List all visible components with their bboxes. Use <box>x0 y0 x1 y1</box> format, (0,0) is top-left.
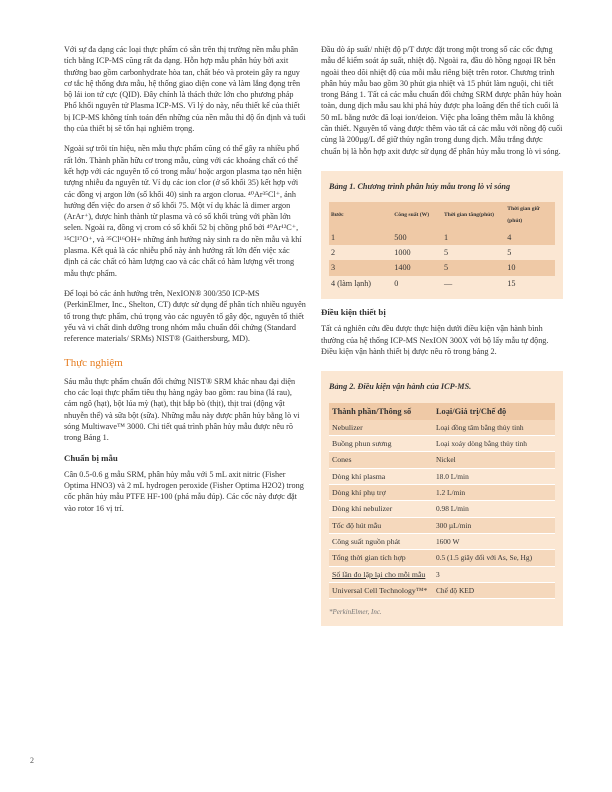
table2-cell: 3 <box>433 566 555 582</box>
table2-cell: Tổng thời gian tích hợp <box>329 550 433 566</box>
table2-label: Bảng 2. <box>329 382 356 392</box>
intro-paragraph-2: Ngoài sự trôi tín hiệu, nền mẫu thực phẩm cũng có thể gây ra nhiều phổ rất lớn. Thành phần hữu cơ trong mẫu, cùng với các khoáng chất có thể kết hợp với các nguyên tố có trong mẫu/ hoặc argon plasma tạo nên hiện tượng nhiễu đa nguyên tử. Ví dụ các ion clor (ở số khối 35) kết hợp với các đồng vị argon lớn (số khối 40) sinh ra argon clorua. ⁴⁰Ar³⁵Cl⁺, ảnh hưởng đến việc đo arsen ở số khối 75. Một ví dụ khác là dimer argon (ArAr⁺), được hình thành từ plasma và có số khối trùng với phần lớn selen. Ngoài ra, đồng vị crom có số khối 52 bị chồng phổ bởi ⁴⁰Ar¹²C⁺, ³⁵Cl¹⁷O⁺, và ³⁵Cl¹⁶OH+ những ảnh hưởng này sinh ra do nền mẫu và khí plasma. Kết quả là các nhiễu phổ này ảnh hưởng rất lớn đến việc xác định cả các chất có hàm lượng cao và các chất có hàm lượng vết trong mẫu thực phẩm. <box>64 144 302 278</box>
table2-caption <box>329 381 555 392</box>
table2-title: Điều kiện vận hành của ICP-MS. <box>357 382 472 392</box>
table2-header-cell: Thành phần/Thông số <box>329 403 433 420</box>
experiment-heading: Thực nghiệm <box>64 357 123 370</box>
digestion-paragraph: Đầu dò áp suất/ nhiệt độ p/T được đặt trong một trong số các cốc đựng mẫu để kiểm soát áp suất, nhiệt độ. Ngoài ra, đầu dò hồng ngoại IR bên ngoài theo dõi nhiệt độ của mỗi mẫu riêng biệt trên rotor. Chương trình phân hủy mẫu bao gồm 30 phút gia nhiệt và 15 phút làm nguội, chi tiết trong Bảng 1. Tất cả các mẫu chuẩn đối chứng SRM được phân hủy hoàn toàn, dung dịch mẫu sau khi phá hủy được pha loãng đến thể tích cuối là 50 mL bằng nước đã loại ion/deion. Việc pha loãng thêm mẫu là không cần thiết. Nguyên tố vàng được thêm vào tất cả các mẫu với nồng độ cuối cùng là 200µg/L để giữ thủy ngân trong dung dịch. Mẫu trắng được chuẩn bị là hỗn hợp axit được sử dụng để phân hủy mẫu trong lò vi sóng. <box>321 45 563 156</box>
table2-row <box>329 501 555 517</box>
table2-header-row <box>329 403 555 420</box>
experiment-paragraph: Sáu mẫu thực phẩm chuẩn đối chứng NIST® SRM khác nhau đại diện cho các loại thực phẩm tiêu thụ hàng ngày bao gồm: rau bina (lá rau), cám ngô (hạt), bột lúa mỳ (hạt), thịt bắp bò (thịt), thịt trai (động vật nhuyễn thể) và sữa bột (sữa). Những mẫu này được phân hủy bằng lò vi sóng Multiwave™ 3000. Chi tiết quá trình phân hủy mẫu được nêu rõ trong Bảng 1. <box>64 376 300 443</box>
table1-cell: 5 <box>507 248 512 258</box>
table2-cell: 18.0 L/min <box>433 468 555 484</box>
table1-row <box>329 276 555 291</box>
table2-cell: Chế độ KED <box>433 582 555 598</box>
left-column <box>64 44 306 523</box>
table1-cell: 4 (làm lạnh) <box>331 278 372 288</box>
table1-cell: 10 <box>505 260 555 275</box>
table2-row <box>329 533 555 549</box>
table2-cell: Loại đồng tâm bằng thủy tinh <box>433 420 555 436</box>
page-number: 2 <box>30 756 34 765</box>
instrument-heading: Điều kiện thiết bị <box>321 307 386 318</box>
intro-paragraph-1: Với sự đa dạng các loại thực phẩm có sẵn trên thị trường nền mẫu phân tích bằng ICP-MS cũng rất đa dạng. Hỗn hợp mẫu phân hủy bởi axit thường bao gồm carbonhydrate hòa tan, chất béo và protein gây ra nguy cơ tắc hệ thống đưa mẫu, hệ thống giao diện cone và làm lắng đọng trên bộ lái ion tứ cực (QID). Đây chính là thách thức lớn cho phương pháp Phổ khối nguyên tử Plasma ICP-MS. Vì lý do này, nếu thiết kế của thiết bị ICP-MS không tính toán đến những của nền mẫu thì độ ổn định và tuổi thọ của thiết bị sẽ tốn hại nghiêm trọng. <box>64 45 306 134</box>
table1-row <box>329 245 555 260</box>
table2-cell: Số lần đo lặp lại cho mỗi mẫu <box>329 566 433 582</box>
table2-cell: 0.5 (1.5 giây đối với As, Se, Hg) <box>433 550 555 566</box>
table1-caption <box>329 181 555 192</box>
table1-cell: 1 <box>442 230 505 245</box>
table2 <box>329 403 555 600</box>
table1-cell: 5 <box>442 260 505 275</box>
table2-row <box>329 485 555 501</box>
table2-box <box>321 371 563 626</box>
table2-cell: Universal Cell Technology™* <box>329 582 433 598</box>
table2-cell: Buồng phun sương <box>329 436 433 452</box>
table1-cell: 500 <box>392 230 442 245</box>
table2-header-cell: Loại/Giá trị/Chế độ <box>433 403 555 420</box>
table2-row <box>329 582 555 598</box>
table2-row <box>329 468 555 484</box>
table1-title: Chương trình phân hủy mẫu trong lò vi sóng <box>357 181 511 191</box>
table2-cell: Tốc độ hút mẫu <box>329 517 433 533</box>
table1 <box>329 202 555 291</box>
table2-cell: Dòng khí phụ trợ <box>329 485 433 501</box>
table1-cell: 5 <box>443 248 449 258</box>
table1-cell: 1400 <box>392 260 442 275</box>
table2-cell: Cones <box>329 452 433 468</box>
instrument-paragraph: Tất cả nghiên cứu đều được thực hiện dưới điều kiện vận hành bình thường của hệ thống ICP-MS NexION 300X với bộ lấy mẫu tự động. Điều kiện vận hành thiết bị được nêu rõ trong bảng 2. <box>321 324 549 356</box>
table1-row <box>329 260 555 275</box>
table2-row <box>329 566 555 582</box>
table1-cell: 2 <box>331 248 336 258</box>
table2-footnote: *PerkinElmer, Inc. <box>329 608 382 617</box>
table2-cell: Nickel <box>433 452 555 468</box>
table2-cell: 1.2 L/min <box>433 485 555 501</box>
table1-header-cell: Thời gian giữ (phút) <box>505 202 555 230</box>
intro-paragraph-3: Để loại bỏ các ảnh hưởng trên, NexION® 300/350 ICP-MS (PerkinElmer, Inc., Shelton, CT) được sử dụng để phân tích nhiều nguyên tố trong thực phẩm, chú trọng vào các nguyên tố gây độc, nguyên tố thiết yếu và vi chất dinh dưỡng trong nhóm mẫu chuẩn đối chứng (Standard reference materials/ SRMs) NIST® (Gaithersburg, MD). <box>64 288 306 344</box>
table2-row <box>329 517 555 533</box>
table2-row <box>329 452 555 468</box>
table1-cell: 4 <box>505 230 555 245</box>
table1-row <box>329 230 555 245</box>
table1-header-cell: Bước <box>329 202 392 230</box>
sample-prep-heading: Chuẩn bị mẫu <box>64 452 118 463</box>
table2-cell: 1600 W <box>433 533 555 549</box>
table1-cell: 0 <box>394 278 399 288</box>
table1-box <box>321 171 563 299</box>
table2-cell: Dòng khí nebulizer <box>329 501 433 517</box>
table2-cell: Công suất nguồn phát <box>329 533 433 549</box>
table2-row <box>329 420 555 436</box>
table1-label: Bảng 1. <box>329 181 356 191</box>
table1-cell: 1 <box>329 230 392 245</box>
table1-cell: — <box>443 278 453 288</box>
table2-cell: 300 µL/min <box>433 517 555 533</box>
table2-cell: Dòng khí plasma <box>329 468 433 484</box>
sample-prep-paragraph: Cân 0.5-0.6 g mẫu SRM, phân hủy mẫu với 5 mL axit nitric (Fisher Optima HNO3) và 2 mL hydrogen peroxide (Fisher Optima H2O2) trong cốc phân hủy mẫu PTFE HF-100 (phá mẫu đúp). Các cốc này được đặt vào rotor 16 vị trí. <box>64 469 304 513</box>
table2-row <box>329 436 555 452</box>
table1-cell: 15 <box>507 278 516 288</box>
table1-cell: 3 <box>329 260 392 275</box>
table2-row <box>329 550 555 566</box>
table1-cell: 1000 <box>394 248 411 258</box>
table2-cell: 0.98 L/min <box>433 501 555 517</box>
table1-header-row <box>329 202 555 230</box>
table1-header-cell: Công suất (W) <box>392 202 442 230</box>
table1-header-cell: Thời gian tăng(phút) <box>442 202 505 230</box>
right-column <box>321 44 563 634</box>
table2-cell: Loại xoáy dòng bằng thủy tinh <box>433 436 555 452</box>
table2-cell: Nebulizer <box>329 420 433 436</box>
